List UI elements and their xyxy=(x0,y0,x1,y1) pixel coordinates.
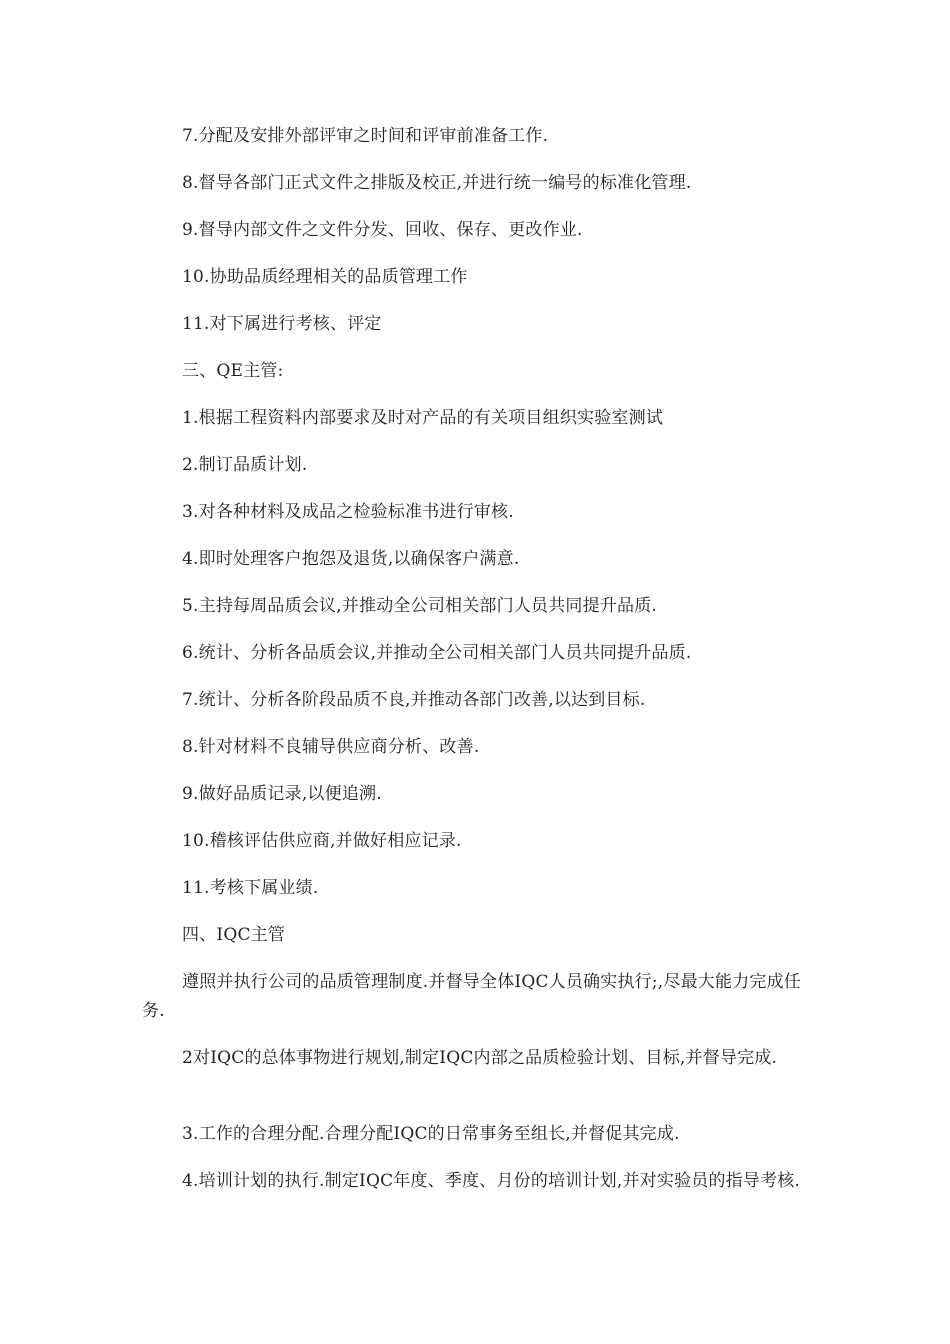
paragraph-qe-duty-6: 6.统计、分析各品质会议,并推动全公司相关部门人员共同提升品质. xyxy=(182,643,692,663)
paragraph-iqc-duty-2: 2对IQC的总体事物进行规划,制定IQC内部之品质检验计划、目标,并督导完成. xyxy=(182,1048,778,1068)
section-heading-iqc-supervisor: 四、IQC主管 xyxy=(182,925,286,945)
paragraph-qa-duty-8: 8.督导各部门正式文件之排版及校正,并进行统一编号的标准化管理. xyxy=(182,173,692,193)
paragraph-qe-duty-8: 8.针对材料不良辅导供应商分析、改善. xyxy=(182,737,480,757)
paragraph-qe-duty-7: 7.统计、分析各阶段品质不良,并推动各部门改善,以达到目标. xyxy=(182,690,646,710)
paragraph-qe-duty-2: 2.制订品质计划. xyxy=(182,455,308,475)
paragraph-qe-duty-4: 4.即时处理客户抱怨及退货,以确保客户满意. xyxy=(182,549,520,569)
paragraph-qe-duty-3: 3.对各种材料及成品之检验标准书进行审核. xyxy=(182,502,514,522)
paragraph-qa-duty-7: 7.分配及安排外部评审之时间和评审前准备工作. xyxy=(182,126,549,146)
paragraph-qe-duty-11: 11.考核下属业绩. xyxy=(182,878,319,898)
paragraph-qe-duty-5: 5.主持每周品质会议,并推动全公司相关部门人员共同提升品质. xyxy=(182,596,658,616)
paragraph-qe-duty-10: 10.稽核评估供应商,并做好相应记录. xyxy=(182,831,462,851)
section-heading-qe-supervisor: 三、QE主管: xyxy=(182,361,284,381)
paragraph-qa-duty-10: 10.协助品质经理相关的品质管理工作 xyxy=(182,267,468,287)
paragraph-qe-duty-9: 9.做好品质记录,以便追溯. xyxy=(182,784,382,804)
paragraph-iqc-duty-4: 4.培训计划的执行.制定IQC年度、季度、月份的培训计划,并对实验员的指导考核. xyxy=(182,1171,801,1191)
document-body xyxy=(142,122,808,1243)
paragraph-qa-duty-9: 9.督导内部文件之文件分发、回收、保存、更改作业. xyxy=(182,220,583,240)
paragraph-iqc-duty-1: 遵照并执行公司的品质管理制度.并督导全体IQC人员确实执行;,尽最大能力完成任务. xyxy=(142,972,801,1021)
paragraph-iqc-duty-3: 3.工作的合理分配.合理分配IQC的日常事务至组长,并督促其完成. xyxy=(182,1124,680,1144)
paragraph-qe-duty-1: 1.根据工程资料内部要求及时对产品的有关项目组织实验室测试 xyxy=(182,408,664,428)
paragraph-qa-duty-11: 11.对下属进行考核、评定 xyxy=(182,314,382,334)
